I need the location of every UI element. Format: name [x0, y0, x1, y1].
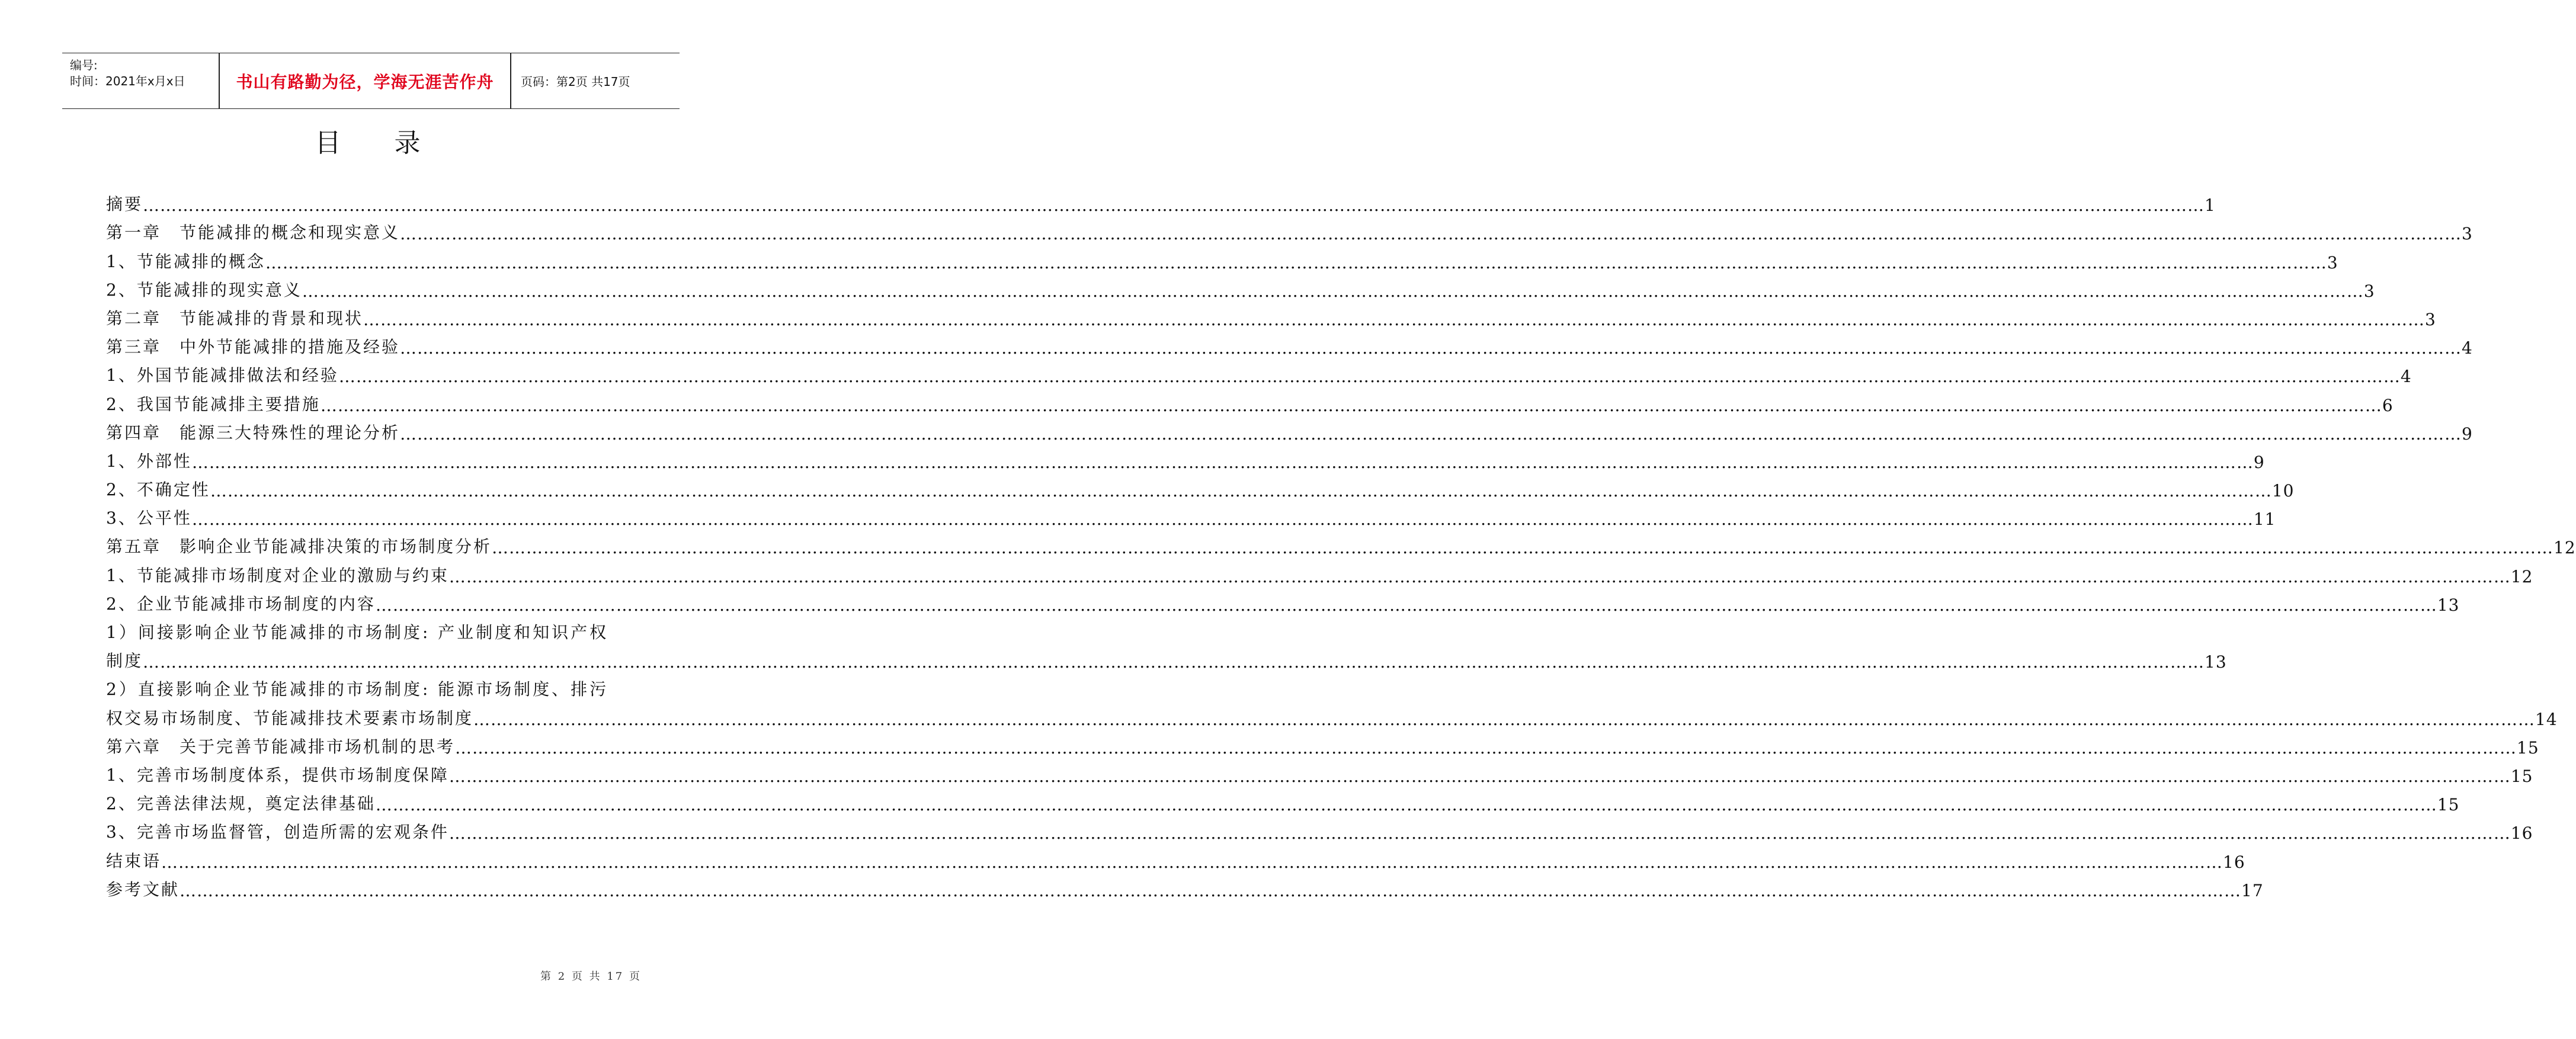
toc-dot-leader: ……………………………………………………………………………………………………………………………………………………………………………………………………………………………………………………………………………………………………………………………… [400, 424, 2462, 444]
toc-entry[interactable] [106, 301, 2436, 329]
toc-dot-leader: ……………………………………………………………………………………………………………………………………………………………………………………………………………………………………………………………………………………………………………………………… [320, 395, 2382, 415]
toc-entry[interactable] [106, 700, 2558, 729]
toc-dot-leader: ……………………………………………………………………………………………………………………………………………………………………………………………………………………………………………………………………………………………………………………………… [375, 595, 2437, 615]
number-label: 编号: [70, 58, 98, 72]
toc-entry-title: 1、外国节能减排做法和经验 [106, 365, 339, 386]
toc-dot-leader: ……………………………………………………………………………………………………………………………………………………………………………………………………………………………………………………………………………………………………………………………… [265, 252, 2327, 272]
toc-dot-leader: ……………………………………………………………………………………………………………………………………………………………………………………………………………………………………………………………………………………………………………………………… [363, 309, 2426, 329]
toc-page-number: 4 [2400, 367, 2412, 387]
toc-dot-leader: ……………………………………………………………………………………………………………………………………………………………………………………………………………………………………………………………………………………………………………………………… [455, 737, 2517, 758]
toc-page-number: 3 [2425, 309, 2436, 329]
toc-dot-leader: ……………………………………………………………………………………………………………………………………………………………………………………………………………………………………………………………………………………………………………………………… [492, 538, 2554, 558]
header-left-cell [62, 53, 219, 108]
toc-dot-leader: ……………………………………………………………………………………………………………………………………………………………………………………………………………………………………………………………………………………………………………………………… [400, 224, 2462, 244]
time-label: 时间：2021年x月x日 [70, 74, 185, 88]
toc-dot-leader: ……………………………………………………………………………………………………………………………………………………………………………………………………………………………………………………………………………………………………………………………… [191, 509, 2254, 530]
toc-page-number: 15 [2510, 766, 2533, 786]
toc-page-number: 11 [2253, 509, 2276, 530]
toc-page-number: 10 [2271, 481, 2295, 501]
toc-entry[interactable] [106, 557, 2533, 586]
toc-dot-leader: ……………………………………………………………………………………………………………………………………………………………………………………………………………………………………………………………………………………………………………………………… [210, 481, 2272, 501]
header-page-info: 页码：第2页 共17页 [521, 75, 630, 89]
toc-dot-leader: ……………………………………………………………………………………………………………………………………………………………………………………………………………………………………………………………………………………………………………………………… [143, 195, 2205, 216]
toc-page-number: 12 [2510, 566, 2533, 586]
toc-entry-title: 结束语 [106, 851, 162, 871]
toc-entry-title: 第四章 能源三大特殊性的理论分析 [106, 422, 401, 442]
toc-page-number: 3 [2462, 224, 2473, 244]
toc-dot-leader: ……………………………………………………………………………………………………………………………………………………………………………………………………………………………………………………………………………………………………………………………… [302, 281, 2364, 301]
toc-dot-leader: ……………………………………………………………………………………………………………………………………………………………………………………………………………………………………………………………………………………………………………………………… [375, 795, 2437, 815]
toc-entry[interactable] [106, 415, 2473, 444]
toc-dot-leader: ……………………………………………………………………………………………………………………………………………………………………………………………………………………………………………………………………………………………………………………………… [400, 338, 2462, 358]
toc-entry-title: 1）间接影响企业节能减排的市场制度: 产业制度和知识产权 [106, 623, 609, 642]
toc-entry[interactable] [106, 643, 2227, 672]
toc-entry-title: 摘要 [106, 194, 143, 214]
toc-page-number: 3 [2363, 281, 2375, 301]
toc-entry[interactable] [106, 501, 2276, 530]
toc-entry[interactable] [106, 272, 2375, 301]
toc-entry-title: 第二章 节能减排的背景和现状 [106, 308, 364, 328]
toc-entry-title: 1、完善市场制度体系，提供市场制度保障 [106, 765, 449, 785]
toc-entry-title: 制度 [106, 651, 143, 671]
toc-entry-title: 3、完善市场监督管，创造所需的宏观条件 [106, 822, 449, 842]
toc-page-number: 14 [2535, 709, 2558, 729]
page-footer: 第 2 页 共 17 页 [540, 970, 642, 983]
toc-entry-title: 第一章 节能减排的概念和现实意义 [106, 223, 401, 243]
toc-entry[interactable] [106, 872, 2264, 900]
toc-entry[interactable] [106, 329, 2473, 358]
toc-entry-title: 1、外部性 [106, 451, 192, 471]
toc-dot-leader: ……………………………………………………………………………………………………………………………………………………………………………………………………………………………………………………………………………………………………………………………… [161, 852, 2223, 872]
toc-page-number: 16 [2510, 823, 2533, 844]
toc-entry[interactable] [106, 243, 2338, 272]
toc-page-number: 13 [2205, 652, 2227, 672]
toc-page-number: 3 [2327, 252, 2338, 272]
toc-entry-title: 第三章 中外节能减排的措施及经验 [106, 337, 401, 357]
toc-entry[interactable] [106, 843, 2245, 872]
toc-page-number: 15 [2437, 795, 2460, 815]
toc-page-number: 6 [2382, 395, 2394, 415]
toc-page-number: 13 [2437, 595, 2460, 615]
table-of-contents [106, 187, 2576, 900]
toc-page-number: 4 [2462, 338, 2473, 358]
toc-entry[interactable] [106, 529, 2576, 558]
toc-entry[interactable] [106, 187, 2216, 216]
toc-dot-leader: ……………………………………………………………………………………………………………………………………………………………………………………………………………………………………………………………………………………………………………………………… [338, 367, 2401, 387]
toc-entry-title: 权交易市场制度、节能减排技术要素市场制度 [106, 708, 474, 728]
header-motto: 书山有路勤为径，学海无涯苦作舟 [236, 72, 494, 92]
toc-dot-leader: ……………………………………………………………………………………………………………………………………………………………………………………………………………………………………………………………………………………………………………………………… [448, 566, 2511, 586]
toc-entry[interactable] [106, 814, 2533, 844]
toc-page-number: 15 [2517, 737, 2539, 758]
toc-dot-leader: ……………………………………………………………………………………………………………………………………………………………………………………………………………………………………………………………………………………………………………………………… [448, 766, 2511, 786]
toc-entry-title: 2、完善法律法规，奠定法律基础 [106, 794, 376, 814]
toc-entry[interactable] [106, 786, 2460, 815]
toc-entry[interactable] [106, 758, 2533, 786]
toc-entry-title: 2、我国节能减排主要措施 [106, 394, 321, 414]
toc-entry[interactable] [106, 215, 2473, 244]
toc-entry[interactable] [106, 358, 2412, 387]
toc-dot-leader: ……………………………………………………………………………………………………………………………………………………………………………………………………………………………………………………………………………………………………………………………… [180, 880, 2242, 900]
page-title: 目录 [315, 128, 474, 158]
toc-page-number: 9 [2462, 424, 2473, 444]
toc-entry-title: 2、节能减排的现实意义 [106, 280, 302, 300]
toc-entry[interactable] [106, 444, 2265, 472]
toc-entry[interactable] [106, 729, 2539, 758]
toc-entry-title: 第五章 影响企业节能减排决策的市场制度分析 [106, 537, 492, 557]
toc-dot-leader: ……………………………………………………………………………………………………………………………………………………………………………………………………………………………………………………………………………………………………………………………… [448, 823, 2511, 844]
toc-entry[interactable] [106, 472, 2295, 501]
toc-entry-title: 3、公平性 [106, 508, 192, 528]
toc-dot-leader: ……………………………………………………………………………………………………………………………………………………………………………………………………………………………………………………………………………………………………………………………… [143, 652, 2205, 672]
toc-dot-leader: ……………………………………………………………………………………………………………………………………………………………………………………………………………………………………………………………………………………………………………………………… [473, 709, 2536, 729]
toc-entry[interactable] [106, 615, 627, 643]
toc-page-number: 12 [2553, 538, 2576, 558]
toc-page-number: 9 [2253, 452, 2265, 472]
toc-page-number: 16 [2223, 852, 2245, 872]
toc-entry-title: 2、不确定性 [106, 480, 210, 500]
toc-entry-title: 2）直接影响企业节能减排的市场制度: 能源市场制度、排污 [106, 679, 609, 700]
toc-entry[interactable] [106, 586, 2460, 615]
toc-entry-title: 1、节能减排的概念 [106, 251, 265, 271]
toc-page-number: 17 [2241, 880, 2264, 900]
toc-entry-title: 参考文献 [106, 879, 180, 899]
toc-entry-title: 第六章 关于完善节能减排市场机制的思考 [106, 736, 456, 756]
toc-entry[interactable] [106, 386, 2394, 415]
toc-entry-title: 2、企业节能减排市场制度的内容 [106, 594, 376, 614]
toc-page-number: 1 [2205, 195, 2216, 216]
toc-entry[interactable] [106, 672, 627, 700]
toc-dot-leader: ……………………………………………………………………………………………………………………………………………………………………………………………………………………………………………………………………………………………………………………………… [191, 452, 2254, 472]
document-header [62, 53, 680, 109]
toc-entry-title: 1、节能减排市场制度对企业的激励与约束 [106, 565, 449, 585]
